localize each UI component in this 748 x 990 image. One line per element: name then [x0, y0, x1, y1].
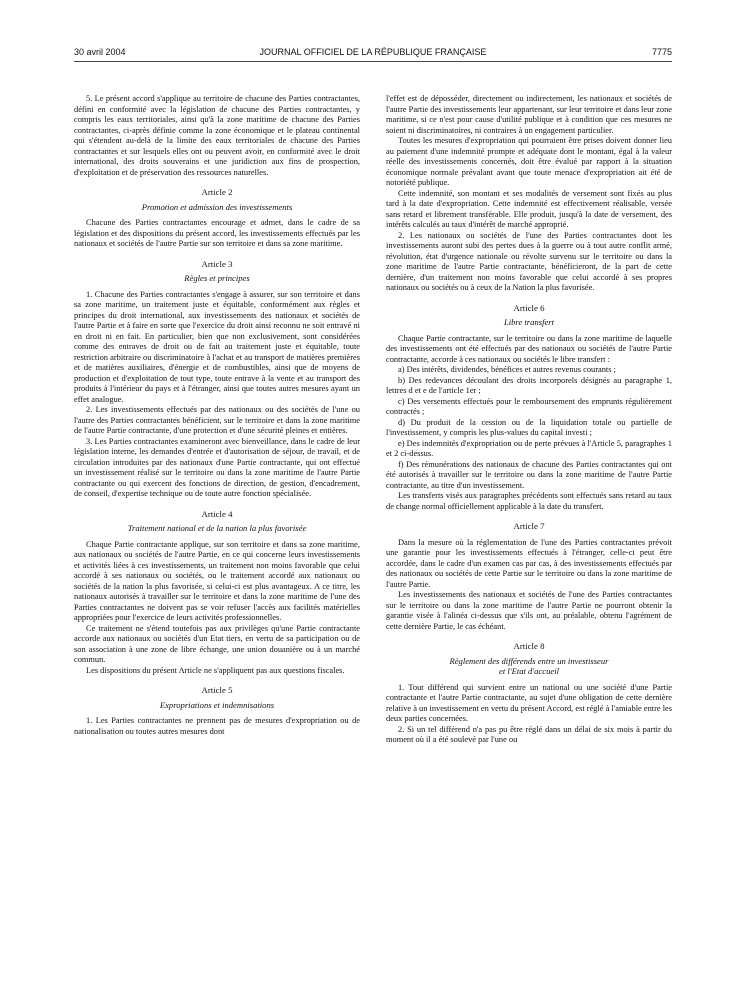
article-heading: Article 6 [513, 302, 545, 313]
paragraph: 3. Les Parties contractantes examineront avec bienveillance, dans le cadre de leur législation interne, les demandes d'entrée et d'autorisation de séjour, de travail, et de circulation introduites par des nationaux d'une Partie contractante, qui ont effectué un investissement réalisé sur le territoire ou dans la zone maritime de l'autre Partie contractante ou qui exercent des fonctions de direction, de gestion, d'encadrement, de conseil, d'expertise technique ou de toute autre fonction spécialisée. [74, 436, 360, 498]
article-subtitle: Règles et principes [184, 273, 250, 283]
header-date: 30 avril 2004 [74, 47, 126, 57]
article-subtitle: Traitement national et de la nation la plus favorisée [127, 523, 307, 533]
article-subtitle: Règlement des différends entre un investisseur [449, 655, 609, 666]
article-heading: Article 5 [201, 685, 233, 695]
right-column [386, 94, 672, 974]
list-item: f) Des rémunérations des nationaux de chacune des Parties contractantes qui ont été autorisés à travailler sur le territoire ou dans la zone maritime de l'autre Partie contractante, au titre d'un investissement. [386, 459, 672, 490]
header-page-number: 7775 [651, 47, 672, 57]
article-subtitle: Promotion et admission des investissements [141, 201, 293, 212]
paragraph: Chaque Partie contractante applique, sur son territoire et dans sa zone maritime, aux nationaux ou sociétés de l'autre Partie, en ce qui concerne leurs investissements et activités liées à ces investissements, un traitement non moins favorable que celui accordé à ses nationaux ou sociétés, ou le traitement accordé aux nationaux ou sociétés de la nation la plus favorisée, si celui-ci est plus avantageux. A ce titre, les nationaux autorisés à travailler sur le territoire et dans la zone maritime de l'une des Parties contractantes ne doivent pas se voir refuser l'accès aux facilités matérielles appropriées pour l'exercice de leurs activités professionnelles. [74, 539, 360, 622]
article-heading: Article 3 [201, 258, 233, 269]
paragraph: Toutes les mesures d'expropriation qui pourraient être prises doivent donner lieu au paiement d'une indemnité prompte et adéquate dont le montant, égal à la valeur réelle des investissements concernés, doit être évalué par rapport à la situation économique normale prévalant avant que toute menace d'expropriation ait été de notoriété publique. [386, 136, 672, 187]
paragraph: 2. Les nationaux ou sociétés de l'une des Parties contractantes dont les investissements auront subi des pertes dues à la guerre ou à tout autre conflit armé, révolution, état d'urgence nationale ou révolte survenu sur le territoire ou dans la zone maritime de l'autre Partie contractante, bénéficieront, de la part de cette dernière, d'un traitement non moins favorable que celui accordé à ses propres nationaux ou sociétés ou à ceux de la Nation la plus favorisée. [386, 230, 672, 292]
page-header [74, 47, 672, 62]
header-journal-title: JOURNAL OFFICIEL DE LA RÉPUBLIQUE FRANÇAISE [259, 47, 487, 57]
list-item: b) Des redevances découlant des droits incorporels désignés au paragraphe 1, lettres d et e de l'article 1er ; [386, 375, 672, 395]
paragraph: l'effet est de déposséder, directement ou indirectement, les nationaux et sociétés de l'autre Partie des investissements leur appartenant, sur leur territoire et dans leur zone maritime, si ce n'est pour cause d'utilité publique et à condition que ces mesures ne soient ni discriminatoires, ni contraires à un engagement particulier. [386, 94, 672, 135]
list-item: a) Des intérêts, dividendes, bénéfices et autres revenus courants ; [398, 365, 616, 374]
paragraph: Les investissements des nationaux et sociétés de l'une des Parties contractantes sur le territoire ou dans la zone maritime de l'autre Partie ne pourront obtenir la garantie visée à l'alinéa ci-dessus que s'ils ont, au préalable, obtenu l'agrément de cette dernière Partie, le cas échéant. [386, 590, 672, 631]
paragraph: 2. Les investissements effectués par des nationaux ou des sociétés de l'une ou l'autre des Parties contractantes bénéficient, sur le territoire et dans la zone maritime de l'autre Partie contractante, d'une protection et d'une sécurité pleines et entières. [74, 405, 360, 435]
article-heading: Article 2 [201, 187, 233, 197]
paragraph: 5. Le présent accord s'applique au territoire de chacune des Parties contractantes, défini en conformité avec la législation de chacune des Parties contractantes, y compris les eaux territoriales, ainsi qu'à la zone maritime de chacune des Parties contractantes, ci-après définie comme la zone économique et le plateau continental qui s'étendent au-delà de la limite des eaux territoriales de chacune des Parties contractantes et sur lesquels elles ont ou peuvent avoir, en conformité avec le droit international, des droits souverains et une juridiction aux fins de prospection, d'exploitation et de préservation des ressources naturelles. [74, 94, 360, 177]
list-item: e) Des indemnités d'expropriation ou de perte prévues à l'Article 5, paragraphes 1 et 2 ci-dessus. [386, 438, 672, 458]
paragraph: 1. Chacune des Parties contractantes s'engage à assurer, sur son territoire et dans sa zone maritime, un traitement juste et équitable, conformément aux règles et principes du droit international, aux investissements des nationaux et sociétés de l'autre Partie et à faire en sorte que l'exercice du droit ainsi reconnu ne soit entravé ni en droit ni en fait. En particulier, bien que non exclusivement, sont considérées comme des entraves de droit ou de fait au traitement juste et équitable, toute restriction arbitraire ou discriminatoire à l'achat et au transport de matières premières et de matières auxiliaires, d'énergie et de combustibles, ainsi que de moyens de production et d'exploitation de tout type, toute entrave à la vente et au transport des produits à l'intérieur du pays et à l'étranger, ainsi que toutes autres mesures ayant un effet analogue. [74, 289, 360, 404]
paragraph: Cette indemnité, son montant et ses modalités de versement sont fixés au plus tard à la date d'expropriation. Cette indemnité est effectivement réalisable, versée sans retard et librement transférable. Elle produit, jusqu'à la date de versement, des intérêts calculés au taux d'intérêt de marché approprié. [386, 188, 672, 229]
paragraph: 2. Si un tel différend n'a pas pu être réglé dans un délai de six mois à partir du moment où il a été soulevé par l'une ou [386, 724, 672, 744]
article-subtitle: Libre transfert [503, 317, 555, 327]
article-heading: Article 8 [513, 641, 545, 651]
list-item: d) Du produit de la cession ou de la liquidation totale ou partielle de l'investissement, y compris les plus-values du capital investi ; [386, 417, 672, 437]
paragraph: Dans la mesure où la réglementation de l'une des Parties contractantes prévoit une garantie pour les investissements effectués à l'étranger, celle-ci peut être accordée, dans le cadre d'un examen cas par cas, à des investissements effectués par des nationaux ou sociétés de cette Partie sur le territoire ou dans la zone maritime de l'autre Partie. [386, 537, 672, 589]
paragraph: Les transferts visés aux paragraphes précédents sont effectués sans retard au taux de change normal officiellement applicable à la date du transfert. [386, 491, 672, 511]
paragraph: Chaque Partie contractante, sur le territoire ou dans la zone maritime de laquelle des investissements ont été effectués par des nationaux ou sociétés de l'autre Partie contractante, accorde à ces nationaux ou sociétés le libre transfert : [386, 333, 672, 364]
paragraph: 1. Les Parties contractantes ne prennent pas de mesures d'expropriation ou de nationalisation ou toutes autres mesures dont [74, 716, 360, 736]
article-subtitle: Expropriations et indemnisations [159, 699, 275, 710]
article-heading: Article 4 [201, 508, 233, 519]
paragraph: Chacune des Parties contractantes encourage et admet, dans le cadre de sa législation et des dispositions du présent accord, les investissements effectués par les nationaux et sociétés de l'autre Partie sur son territoire et dans sa zone maritime. [74, 218, 360, 248]
article-subtitle: et l'Etat d'accueil [499, 666, 559, 676]
article-heading: Article 7 [513, 521, 545, 531]
list-item: c) Des versements effectués pour le remboursement des emprunts régulièrement contractés ; [386, 396, 672, 416]
paragraph: Les dispositions du présent Article ne s'appliquent pas aux questions fiscales. [86, 665, 345, 675]
paragraph: 1. Tout différend qui survient entre un national ou une société d'une Partie contractante et l'autre Partie contractante, au sujet d'une obligation de cette dernière relative à un investissement en vertu du présent Accord, est réglé à l'amiable entre les deux parties concernées. [386, 682, 672, 723]
paragraph: Ce traitement ne s'étend toutefois pas aux privilèges qu'une Partie contractante accorde aux nationaux ou sociétés d'un Etat tiers, en vertu de sa participation ou de son association à une zone de libre échange, une union douanière ou à un marché commun. [74, 623, 360, 664]
left-column [74, 94, 360, 974]
